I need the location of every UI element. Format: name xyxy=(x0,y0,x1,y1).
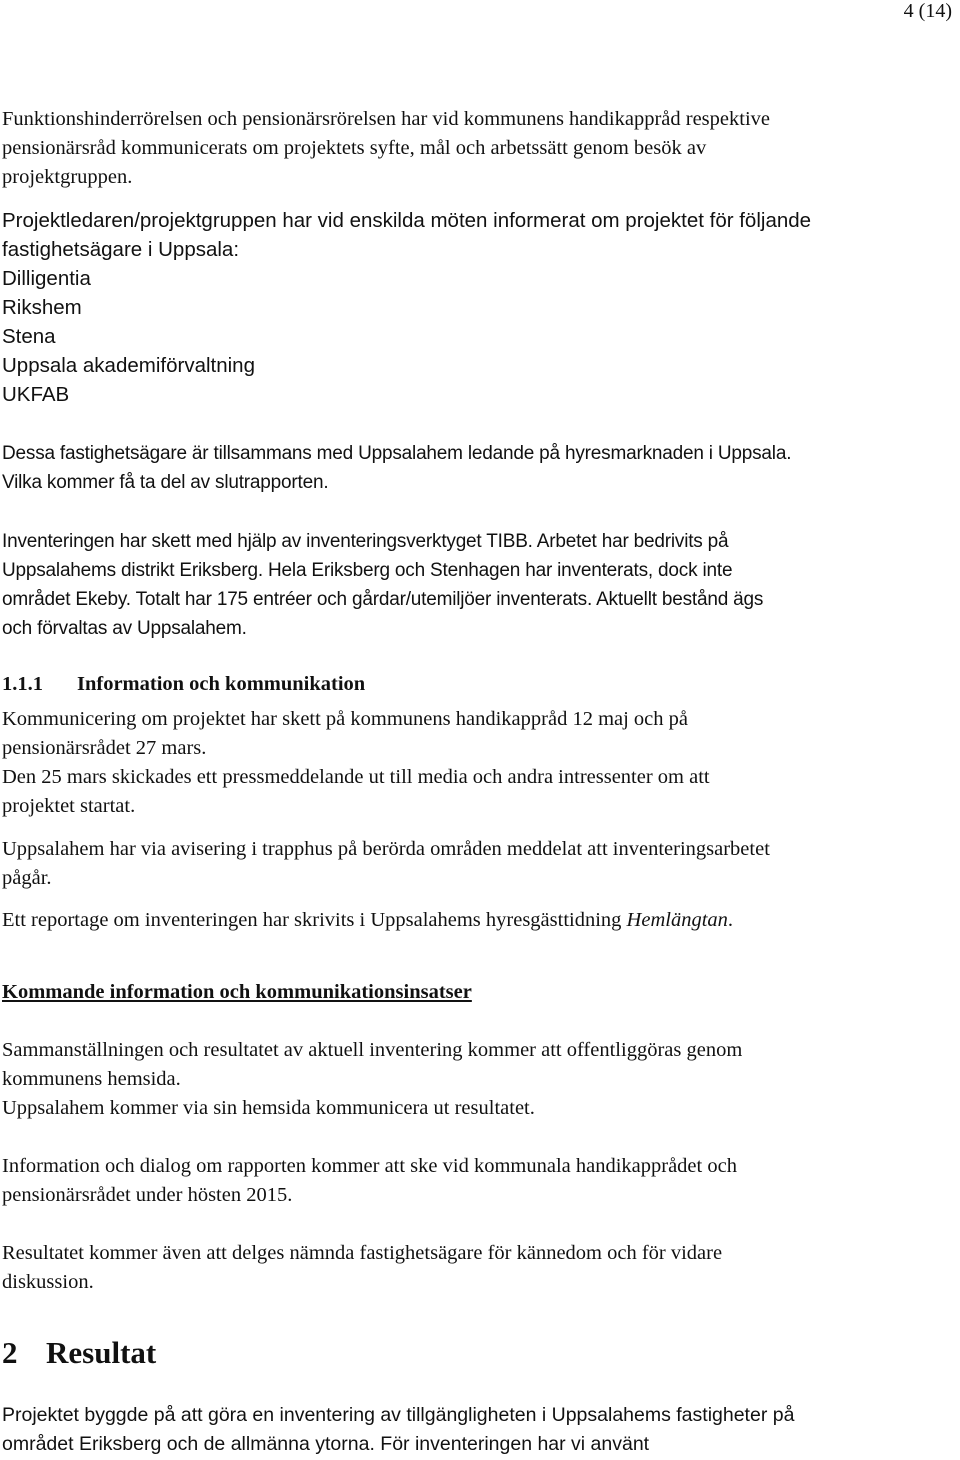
owners-intro-line-2: fastighetsägare i Uppsala: xyxy=(2,238,240,261)
page-number: 4 (14) xyxy=(903,0,952,22)
section-111-p4-end: . xyxy=(727,909,734,931)
section-111-p4 xyxy=(2,906,733,935)
owner-list-item: Rikshem xyxy=(2,296,82,319)
section-2-title: Resultat xyxy=(46,1335,157,1370)
coming-p3-line-1: Resultatet kommer även att delges nämnda fastighetsägare för kännedom och för vidare xyxy=(2,1242,723,1264)
section-2-line-2: området Eriksberg och de allmänna ytorna. För inventeringen har vi använt xyxy=(2,1433,650,1455)
section-2-heading xyxy=(2,1335,156,1371)
section-111-heading xyxy=(2,670,365,699)
coming-heading: Kommande information och kommunikationsinsatser xyxy=(2,981,472,1003)
inventory-line-1: Inventeringen har skett med hjälp av inventeringsverktyget TIBB. Arbetet har bedrivits på xyxy=(2,531,729,552)
owner-list-item: Stena xyxy=(2,325,56,348)
section-2-number: 2 xyxy=(2,1335,18,1370)
coming-p3-line-2: diskussion. xyxy=(2,1271,94,1293)
section-111-p2-line-2: projektet startat. xyxy=(2,795,136,817)
section-111-p3-line-1: Uppsalahem har via avisering i trapphus på berörda områden meddelat att inventeringsarbetet xyxy=(2,838,770,860)
section-111-title: Information och kommunikation xyxy=(77,673,366,695)
section-111-p1-line-2: pensionärsrådet 27 mars. xyxy=(2,737,207,759)
section-111-p4-text: Ett reportage om inventeringen har skrivits i Uppsalahems hyresgästtidning xyxy=(2,909,627,931)
newspaper-title: Hemlängtan xyxy=(626,909,728,931)
owner-list-item: Uppsala akademiförvaltning xyxy=(2,354,255,377)
owners-intro-line-1: Projektledaren/projektgruppen har vid enskilda möten informerat om projektet för följande xyxy=(2,209,812,232)
owners-note-line-2: Vilka kommer få ta del av slutrapporten. xyxy=(2,472,329,493)
intro-line-1: Funktionshinderrörelsen och pensionärsrörelsen har vid kommunens handikappråd respektive xyxy=(2,108,770,130)
inventory-line-3: området Ekeby. Totalt har 175 entréer och gårdar/utemiljöer inventerats. Aktuellt bestånd ägs xyxy=(2,589,764,610)
section-111-p1-line-1: Kommunicering om projektet har skett på kommunens handikappråd 12 maj och på xyxy=(2,708,689,730)
intro-line-2: pensionärsråd kommunicerats om projektets syfte, mål och arbetssätt genom besök av xyxy=(2,137,707,159)
inventory-line-4: och förvaltas av Uppsalahem. xyxy=(2,618,247,639)
owner-list-item: Dilligentia xyxy=(2,267,91,290)
section-111-number: 1.1.1 xyxy=(2,673,43,695)
coming-p1-line-3: Uppsalahem kommer via sin hemsida kommunicera ut resultatet. xyxy=(2,1097,535,1119)
intro-line-3: projektgruppen. xyxy=(2,166,133,188)
inventory-line-2: Uppsalahems distrikt Eriksberg. Hela Eriksberg och Stenhagen har inventerats, dock inte xyxy=(2,560,733,581)
section-111-p2-line-1: Den 25 mars skickades ett pressmeddelande ut till media och andra intressenter om att xyxy=(2,766,710,788)
coming-p1-line-2: kommunens hemsida. xyxy=(2,1068,181,1090)
section-111-p3-line-2: pågår. xyxy=(2,867,52,889)
coming-p1-line-1: Sammanställningen och resultatet av aktuell inventering kommer att offentliggöras genom xyxy=(2,1039,743,1061)
coming-p2-line-1: Information och dialog om rapporten kommer att ske vid kommunala handikapprådet och xyxy=(2,1155,737,1177)
owner-list-item: UKFAB xyxy=(2,383,70,406)
owners-note-line-1: Dessa fastighetsägare är tillsammans med Uppsalahem ledande på hyresmarknaden i Uppsala. xyxy=(2,443,792,464)
coming-p2-line-2: pensionärsrådet under hösten 2015. xyxy=(2,1184,293,1206)
section-2-line-1: Projektet byggde på att göra en inventering av tillgängligheten i Uppsalahems fastigheter på xyxy=(2,1404,795,1426)
